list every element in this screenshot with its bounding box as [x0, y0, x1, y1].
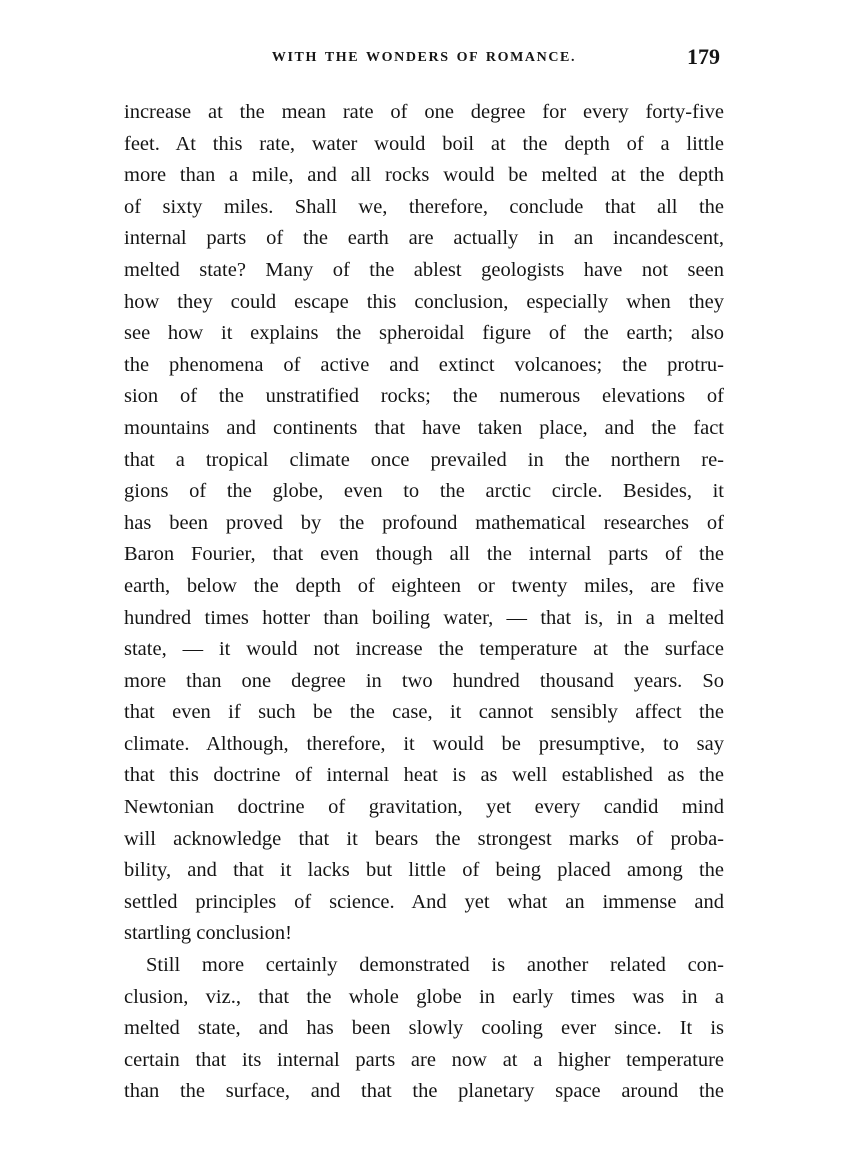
text-line: how they could escape this conclusion, especially when they [124, 290, 724, 313]
text-line: Baron Fourier, that even though all the internal parts of the [124, 543, 724, 566]
text-line: has been proved by the profound mathematical researches of [124, 511, 724, 534]
text-line: that even if such be the case, it cannot sensibly affect the [124, 701, 724, 724]
text-line: feet. At this rate, water would boil at the depth of a little [124, 132, 724, 155]
text-line: startling conclusion! [124, 922, 292, 945]
text-line: of sixty miles. Shall we, therefore, conclude that all the [124, 195, 724, 218]
text-line: mountains and continents that have taken place, and the fact [124, 416, 724, 439]
page-number: 179 [687, 44, 720, 69]
text-line: bility, and that it lacks but little of being placed among the [124, 859, 724, 882]
running-head [124, 46, 724, 76]
text-line: hundred times hotter than boiling water, — that is, in a melted [124, 606, 724, 629]
text-line: will acknowledge that it bears the strongest marks of proba- [124, 827, 724, 850]
text-line: Still more certainly demonstrated is another related con- [146, 954, 724, 977]
text-line: see how it explains the spheroidal figure of the earth; also [124, 322, 724, 345]
text-line: that this doctrine of internal heat is as well established as the [124, 764, 724, 787]
text-line: more than one degree in two hundred thousand years. So [124, 669, 724, 692]
body-text [124, 97, 724, 1108]
text-line: climate. Although, therefore, it would be presumptive, to say [124, 732, 724, 755]
running-title: WITH THE WONDERS OF ROMANCE. [271, 50, 577, 65]
text-line: than the surface, and that the planetary space around the [124, 1080, 724, 1103]
text-line: melted state? Many of the ablest geologists have not seen [124, 258, 724, 281]
text-line: the phenomena of active and extinct volcanoes; the protru- [124, 353, 724, 376]
text-line: melted state, and has been slowly cooling ever since. It is [124, 1017, 724, 1040]
text-line: that a tropical climate once prevailed in the northern re- [124, 448, 724, 471]
paragraph-1 [124, 97, 724, 950]
text-line: Newtonian doctrine of gravitation, yet every candid mind [124, 796, 724, 819]
text-line: settled principles of science. And yet what an immense and [124, 890, 724, 913]
text-line: sion of the unstratified rocks; the numerous elevations of [124, 385, 724, 408]
text-line: more than a mile, and all rocks would be melted at the depth [124, 164, 724, 187]
text-line: state, — it would not increase the temperature at the surface [124, 638, 724, 661]
text-line: earth, below the depth of eighteen or twenty miles, are five [124, 574, 724, 597]
text-line: internal parts of the earth are actually in an incandescent, [124, 227, 724, 250]
text-line: gions of the globe, even to the arctic circle. Besides, it [124, 480, 724, 503]
text-line: increase at the mean rate of one degree for every forty-five [124, 101, 724, 123]
text-line: clusion, viz., that the whole globe in early times was in a [124, 985, 724, 1008]
text-line: certain that its internal parts are now at a higher temperature [124, 1048, 724, 1071]
paragraph-2 [124, 950, 724, 1108]
